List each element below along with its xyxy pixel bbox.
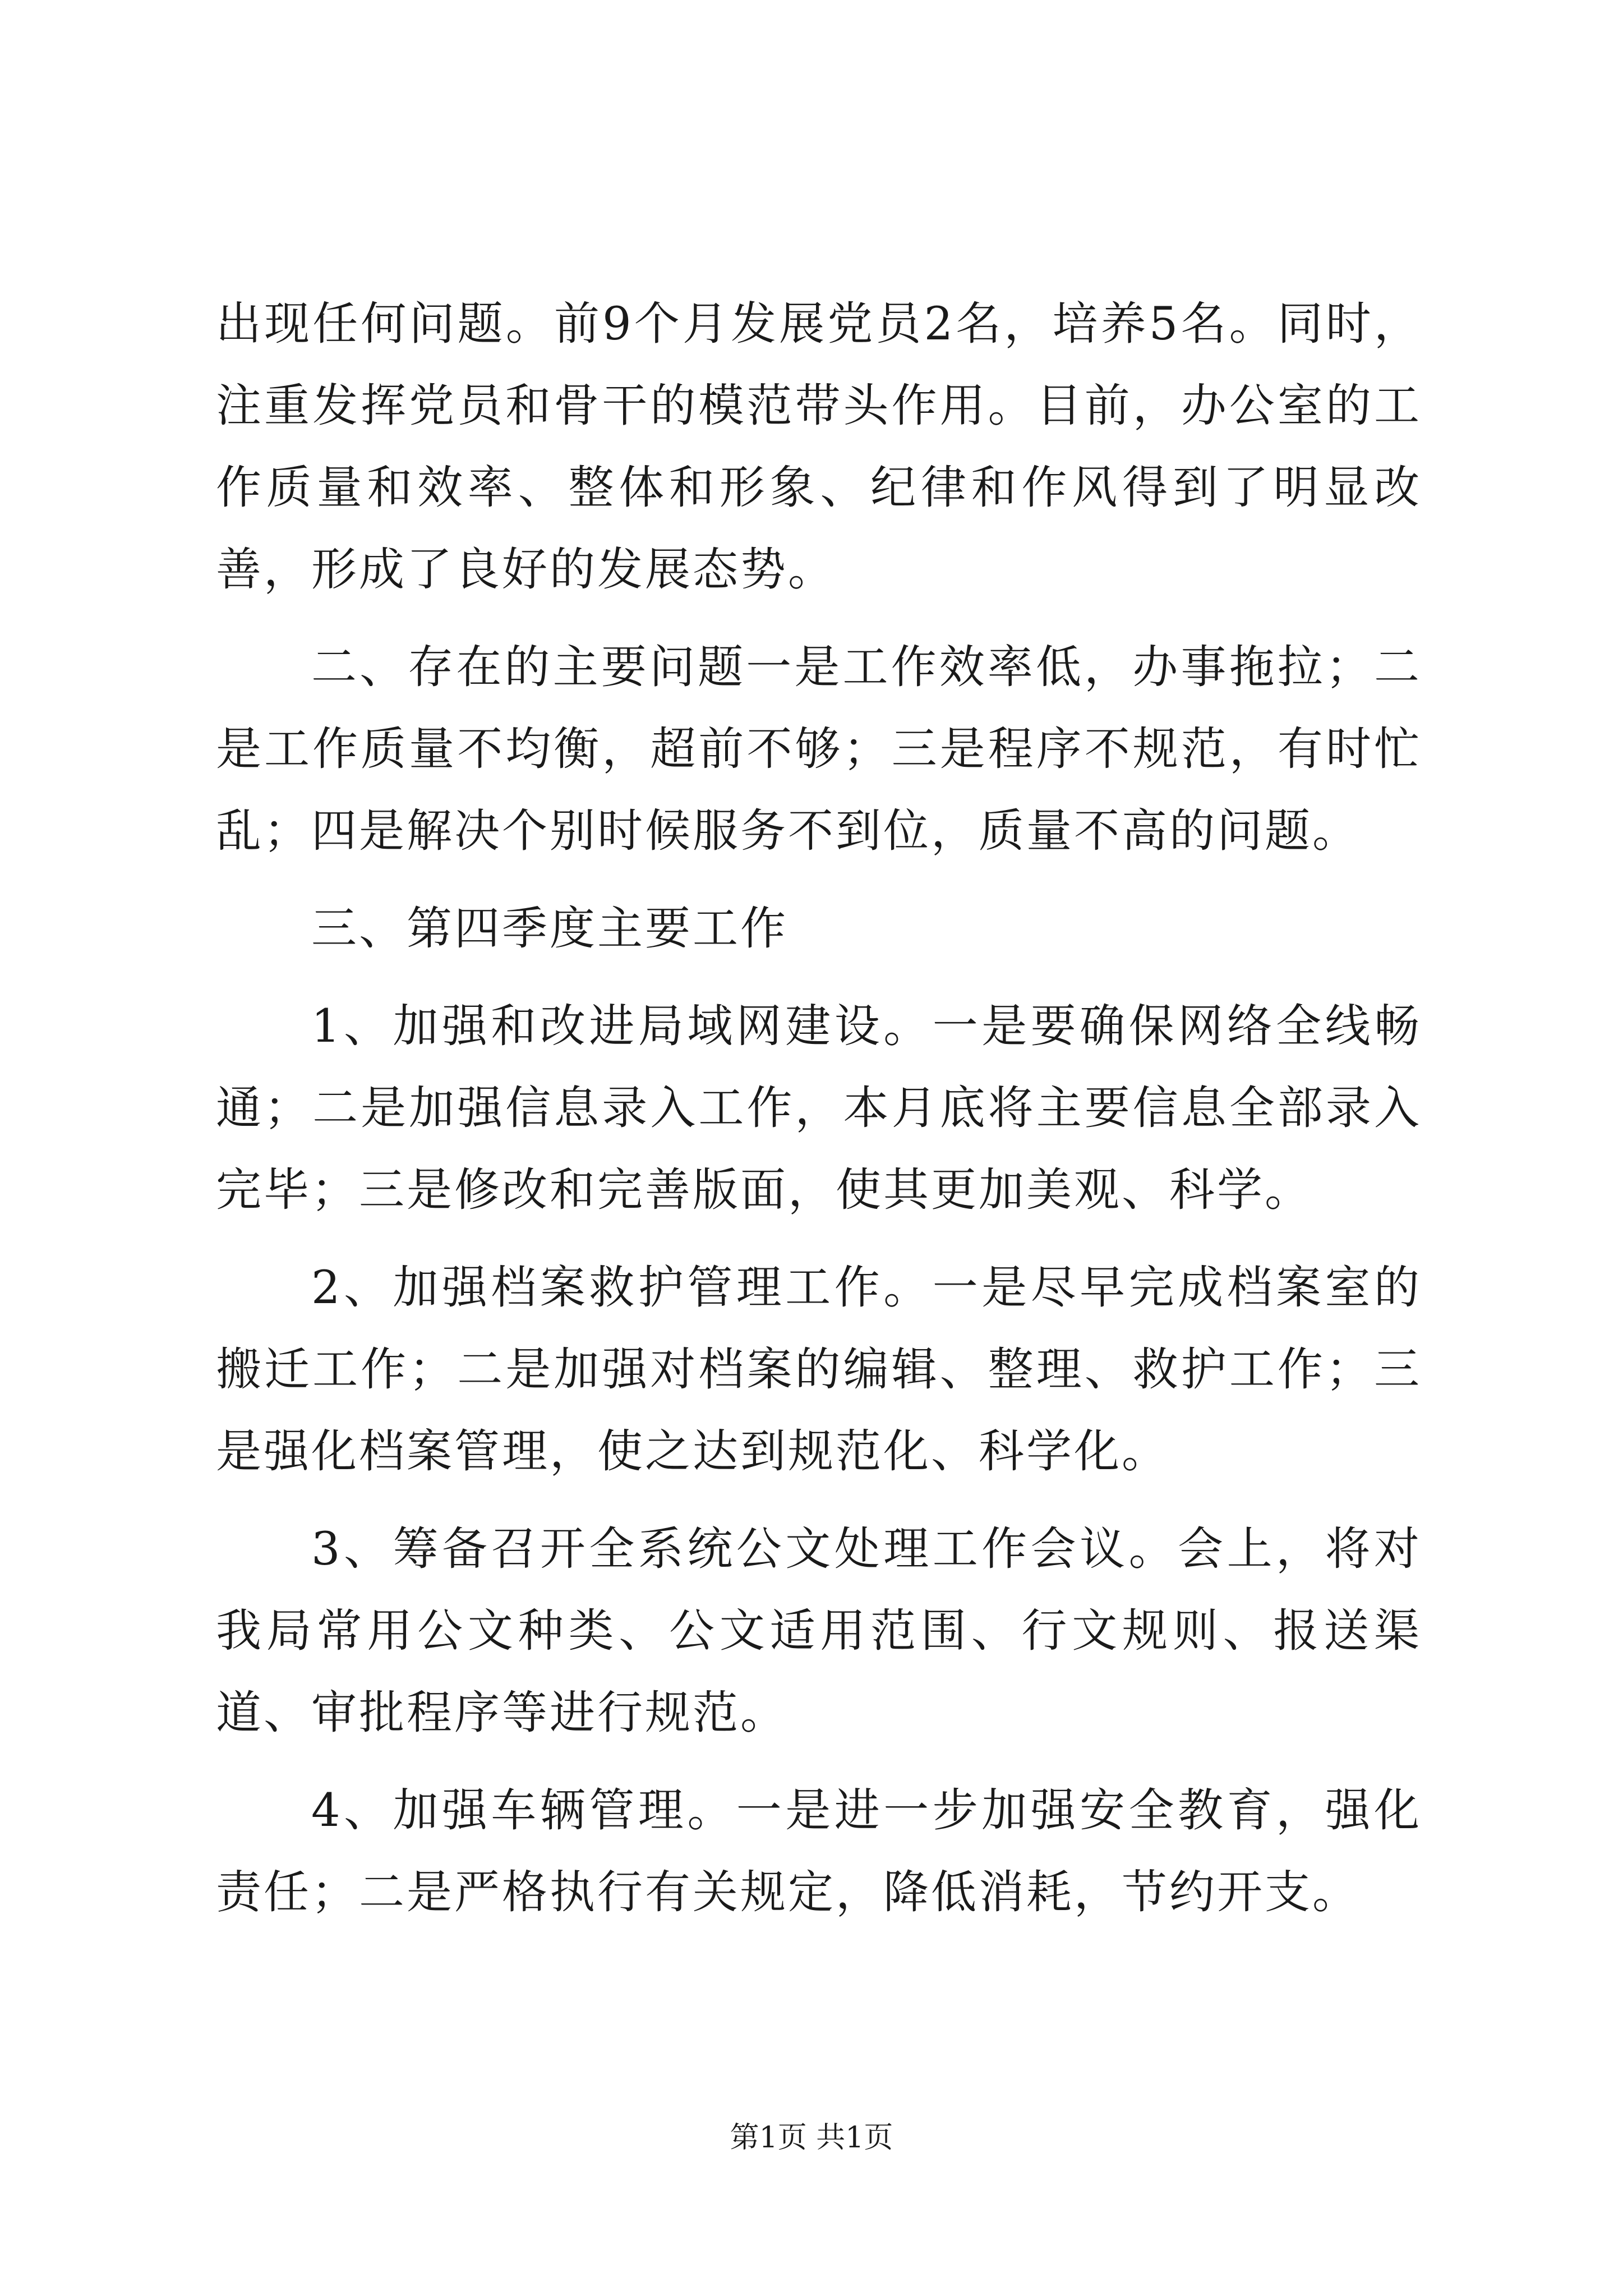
section-heading-q4-work: 三、第四季度主要工作 [311,903,789,955]
page-footer [0,2118,1623,2158]
document-body [216,283,1422,1949]
paragraph-item-1-lan: 1、加强和改进局域网建设。一是要确保网络全线畅通；二是加强信息录入工作，本月底将主要信息全部录入完毕；三是修改和完善版面，使其更加美观、科学。 [216,1000,1422,1217]
page-number-label: 第1页 共1页 [730,2121,893,2155]
paragraph-item-2-archives: 2、加强档案救护管理工作。一是尽早完成档案室的搬迁工作；二是加强对档案的编辑、整理、救护工作；三是强化档案管理，使之达到规范化、科学化。 [216,1262,1422,1478]
paragraph-main-problems: 二、存在的主要问题一是工作效率低，办事拖拉；二是工作质量不均衡，超前不够；三是程序不规范，有时忙乱；四是解决个别时候服务不到位，质量不高的问题。 [216,641,1422,858]
paragraph-item-4-vehicles: 4、加强车辆管理。一是进一步加强安全教育，强化责任；二是严格执行有关规定，降低消耗，节约开支。 [216,1784,1422,1919]
paragraph-item-3-meeting: 3、筹备召开全系统公文处理工作会议。会上，将对我局常用公文种类、公文适用范围、行文规则、报送渠道、审批程序等进行规范。 [216,1523,1422,1740]
paragraph-continuation: 出现任何问题。前9个月发展党员2名，培养5名。同时，注重发挥党员和骨干的模范带头作用。目前，办公室的工作质量和效率、整体和形象、纪律和作风得到了明显改善，形成了良好的发展态势。 [216,298,1422,596]
